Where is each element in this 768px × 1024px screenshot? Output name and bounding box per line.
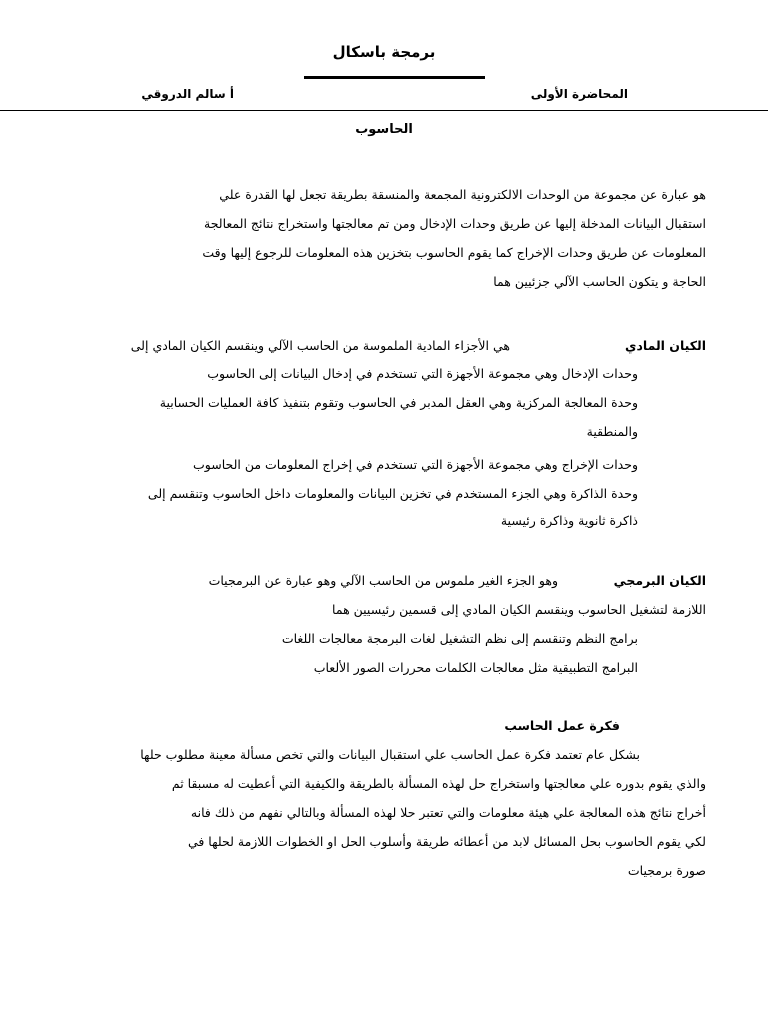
intro-line: الحاجة و يتكون الحاسب الآلي جزئيين هما (493, 274, 706, 289)
idea-line: لكي يقوم الحاسوب بحل المسائل لابد من أعطائه طريقة وأسلوب الحل او الخطوات اللازمة لحلها في (187, 834, 706, 849)
intro-line: هو عبارة عن مجموعة من الوحدات الالكترونية المجمعة والمنسقة بطريقة تجعل لها القدرة علي (219, 187, 706, 202)
software-heading: الكيان البرمجي (613, 573, 706, 588)
hardware-item: ذاكرة ثانوية وذاكرة رئيسية (500, 513, 638, 528)
software-definition: وهو الجزء الغير ملموس من الحاسب الآلي وهو عبارة عن البرمجيات (208, 573, 558, 588)
section-title: الحاسوب (355, 122, 413, 137)
author-name: أ سالم الدروقي (141, 87, 234, 101)
software-line: اللازمة لتشغيل الحاسوب وينقسم الكيان المادي إلى قسمين رئيسيين هما (332, 602, 706, 617)
idea-line: بشكل عام تعتمد فكرة عمل الحاسب علي استقبال البيانات والتي تخص مسألة معينة مطلوب حلها (140, 747, 640, 762)
hardware-item: وحدة الذاكرة وهي الجزء المستخدم في تخزين البيانات والمعلومات داخل الحاسوب وتنقسم إلى (147, 486, 638, 501)
intro-line: المعلومات عن طريق وحدات الإخراج كما يقوم الحاسوب بتخزين هذه المعلومات للرجوع إليها وقت (202, 245, 706, 260)
hardware-definition: هي الأجزاء المادية الملموسة من الحاسب الآلي وينقسم الكيان المادي إلى (130, 338, 510, 353)
title-underline (304, 76, 485, 79)
idea-line: والذي يقوم بدوره علي معالجتها واستخراج حل لهذه المسألة بالطريقة والكيفية التي أعطيت له مسبقا ثم (171, 776, 706, 791)
header-rule (0, 110, 768, 111)
idea-line: أخراج نتائج هذه المعالجة علي هيئة معلومات والتي تعتبر حلا لهذه المسألة وبالتالي نفهم من ذلك فانه (190, 805, 706, 820)
hardware-item: وحدات الإخراج وهي مجموعة الأجهزة التي تستخدم في إخراج المعلومات من الحاسوب (193, 457, 638, 472)
idea-heading: فكرة عمل الحاسب (504, 718, 620, 733)
software-item: البرامج التطبيقية مثل معالجات الكلمات محررات الصور الألعاب (313, 660, 638, 675)
software-item: برامج النظم وتنقسم إلى نظم التشغيل لغات البرمجة معالجات اللغات (281, 631, 638, 646)
hardware-item: وحدة المعالجة المركزية وهي العقل المدبر في الحاسوب وتقوم بتنفيذ كافة العمليات الحسابية (159, 395, 638, 410)
idea-line: صورة برمجيات (627, 863, 706, 878)
lecture-label: المحاضرة الأولى (530, 87, 628, 101)
intro-line: استقبال البيانات المدخلة إليها عن طريق وحدات الإدخال ومن تم معالجتها واستخراج نتائج المعالجة (204, 216, 706, 231)
hardware-item: وحدات الإدخال وهي مجموعة الأجهزة التي تستخدم في إدخال البيانات إلى الحاسوب (207, 366, 638, 381)
hardware-heading: الكيان المادي (625, 338, 706, 353)
hardware-item: والمنطقية (586, 424, 638, 439)
document-title: برمجة باسكال (332, 43, 436, 61)
